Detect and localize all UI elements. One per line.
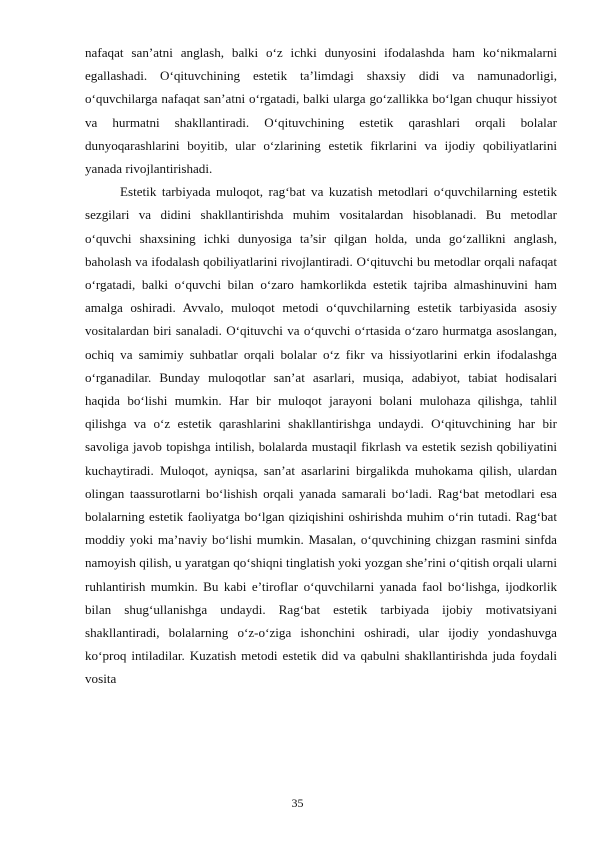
document-page — [85, 41, 557, 691]
paragraph-continuation: nafaqat san’atni anglash, balki o‘z ichki dunyosini ifodalashda ham ko‘nikmalarni egallashadi. O‘qituvchining estetik ta’limdagi shaxsiy didi va namunadorligi, o‘quvchilarga nafaqat san’atni o‘rgatadi, balki ularga go‘zallikka bo‘lgan chuqur hissiyot va hurmatni shakllantiradi. O‘qituvchining estetik qarashlari orqali bolalar dunyoqarashlarini boyitib, ular o‘zlarining estetik fikrlarini va ijodiy qobiliyatlarini yanada rivojlantirishadi. — [85, 45, 557, 177]
paragraph-estetik-tarbiya-metodlari: Estetik tarbiyada muloqot, rag‘bat va kuzatish metodlari o‘quvchilarning estetik sezgilari va didini shakllantirishda muhim vositalardan hisoblanadi. Bu metodlar o‘quvchi shaxsining ichki dunyosiga ta’sir qilgan holda, unda go‘zallikni anglash, baholash va ifodalash qobiliyatlarini rivojlantiradi. O‘qituvchi bu metodlar orqali nafaqat o‘rgatadi, balki o‘quvchi bilan o‘zaro hamkorlikda estetik tajriba almashinuvini ham amalga oshiradi. Avvalo, muloqot metodi o‘quvchilarning estetik tarbiyasida asosiy vositalardan biri sanaladi. O‘qituvchi va o‘quvchi o‘rtasida o‘zaro hurmatga asoslangan, ochiq va samimiy suhbatlar orqali bolalar o‘z fikr va hissiyotlarini erkin ifodalashga o‘rganadilar. Bunday muloqotlar san’at asarlari, musiqa, adabiyot, tabiat hodisalari haqida bo‘lishi mumkin. Har bir muloqot jarayoni bolani mulohaza qilishga, tahlil qilishga va o‘z estetik qarashlarini shakllantirishga undaydi. O‘qituvchining har bir savoliga javob topishga intilish, bolalarda mustaqil fikrlash va estetik sezish qobiliyatini kuchaytiradi. Muloqot, ayniqsa, san’at asarlarini birgalikda muhokama qilish, ulardan olingan taassurotlarni bo‘lishish orqali yanada samarali bo‘ladi. Rag‘bat metodlari esa bolalarning estetik faoliyatga bo‘lgan qiziqishini oshirishda muhim o‘rin tutadi. Rag‘bat moddiy yoki ma’naviy bo‘lishi mumkin. Masalan, o‘quvchining chizgan rasmini sinfda namoyish qilish, u yaratgan qo‘shiqni tinglatish yoki yozgan she’rini o‘qitish orqali ularni ruhlantirish mumkin. Bu kabi e’tiroflar o‘quvchilarni yanada faol bo‘lishga, ijodkorlik bilan shug‘ullanishga undaydi. Rag‘bat estetik tarbiyada ijobiy motivatsiyani shakllantiradi, bolalarning o‘z-o‘ziga ishonchini oshiradi, ular ijodiy yondashuvga ko‘proq intiladilar. Kuzatish metodi estetik did va qabulni shakllantirishda juda foydali vosita — [85, 184, 557, 687]
page-number: 35 — [291, 796, 304, 810]
